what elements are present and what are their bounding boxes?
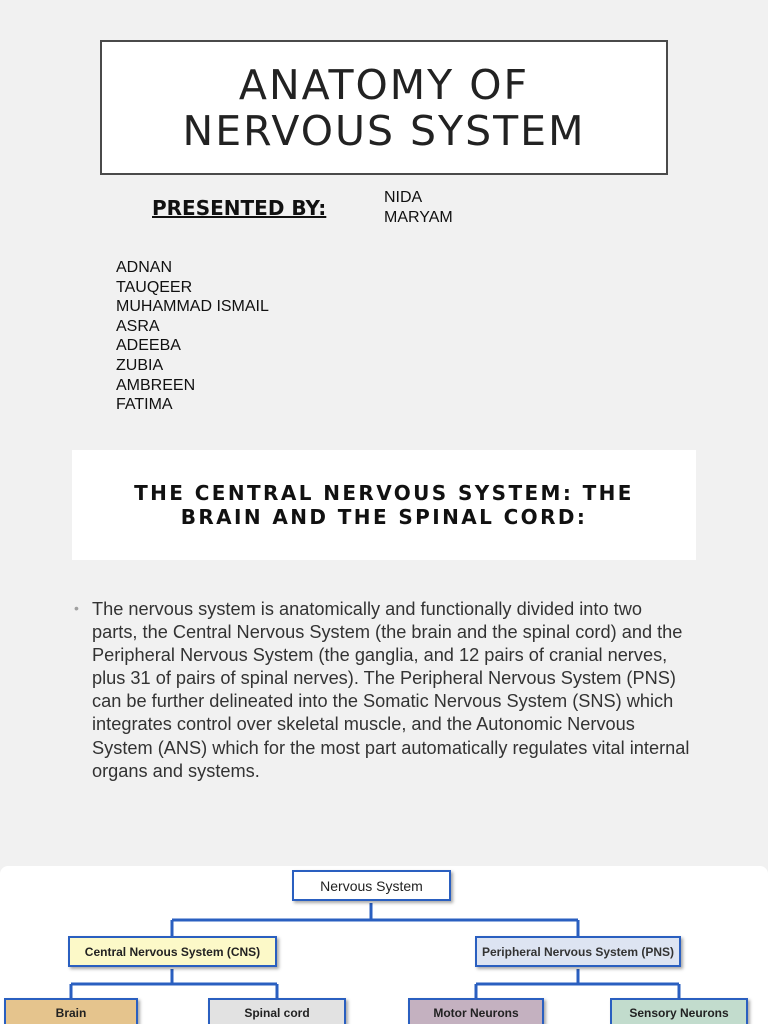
title-line-2: NERVOUS SYSTEM [182, 106, 586, 155]
nervous-system-diagram [0, 866, 768, 1024]
bullet-paragraph [74, 598, 694, 783]
section-heading: THE CENTRAL NERVOUS SYSTEM: THE BRAIN AND THE SPINAL CORD: [134, 481, 634, 529]
node-nervous-system: Nervous System [292, 870, 451, 901]
member-list [116, 258, 269, 415]
member-item: MUHAMMAD ISMAIL [116, 298, 269, 316]
member-item: FATIMA [116, 396, 173, 414]
presenter-line-2: MARYAM [384, 209, 453, 226]
presenter-name [384, 188, 453, 228]
member-item: ASRA [116, 317, 160, 335]
bullet-text: The nervous system is anatomically and functionally divided into two parts, the Central Nervous System (the brain and the spinal cord) and the Peripheral Nervous System (the ganglia, and 12 pairs of cranial nerves, plus 31 of pairs of spinal nerves). The Peripheral Nervous System (PNS) can be further delineated into the Somatic Nervous System (SNS) which integrates control over skeletal muscle, and the Autonomic Nervous System (ANS) which for the most part automatically regulates vital internal organs and systems. [92, 599, 690, 781]
node-pns: Peripheral Nervous System (PNS) [475, 936, 681, 967]
member-item: TAUQEER [116, 278, 193, 296]
title-line-1: ANATOMY OF [238, 60, 530, 109]
member-item: ADNAN [116, 259, 173, 276]
section-heading-box [72, 450, 696, 560]
member-item: ADEEBA [116, 337, 181, 355]
member-item: AMBREEN [116, 376, 196, 394]
node-cns: Central Nervous System (CNS) [68, 936, 277, 967]
page-title [183, 62, 586, 154]
member-item: ZUBIA [116, 356, 164, 374]
bullet-icon: • [74, 600, 79, 616]
node-motor-neurons: Motor Neurons [408, 998, 544, 1024]
node-spinal-cord: Spinal cord [208, 998, 346, 1024]
node-brain: Brain [4, 998, 138, 1024]
presented-by-label: PRESENTED BY: [152, 196, 327, 220]
presenter-line-1: NIDA [384, 189, 423, 206]
title-box [100, 40, 668, 175]
node-sensory-neurons: Sensory Neurons [610, 998, 748, 1024]
